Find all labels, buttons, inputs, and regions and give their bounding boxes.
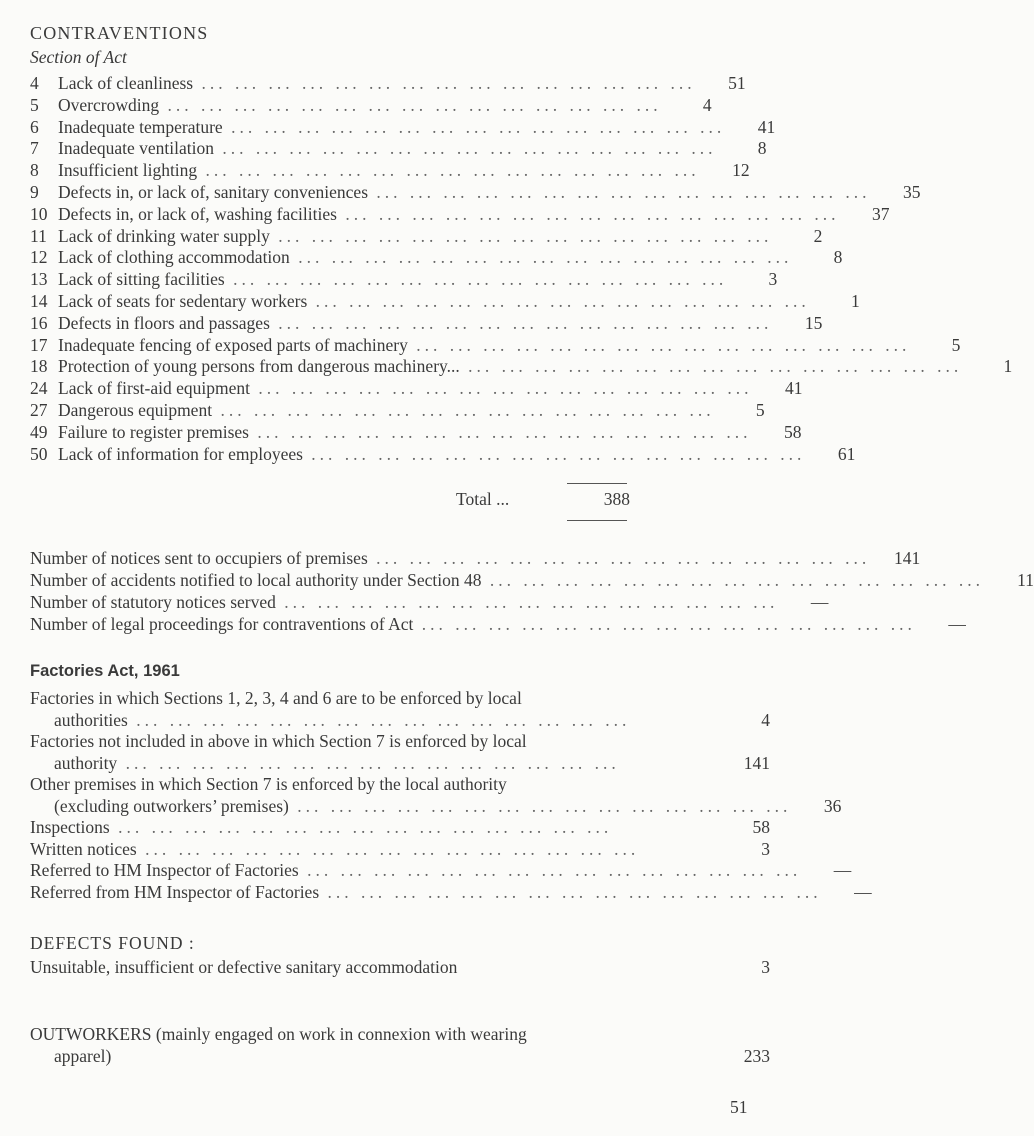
contravention-row: [30, 356, 1013, 378]
factories-value: 141: [743, 752, 770, 773]
contravention-row: [30, 203, 890, 226]
contravention-count: 1: [1003, 356, 1013, 377]
contravention-description: Inadequate fencing of exposed parts of machinery ... ... ... ... ... ... ... ... ... ... ... ... ... ... ...: [58, 334, 911, 355]
contravention-description: Inadequate ventilation ... ... ... ... ... ... ... ... ... ... ... ... ... ... ...: [58, 138, 717, 159]
section-number: 6: [30, 116, 39, 137]
contravention-row: [30, 334, 961, 357]
contravention-description: Lack of clothing accommodation ... ... ... ... ... ... ... ... ... ... ... ... ... ... ...: [58, 247, 793, 268]
total-value: 388: [603, 489, 630, 509]
contravention-description: Defects in floors and passages ... ... ... ... ... ... ... ... ... ... ... ... ... ... ...: [58, 312, 773, 333]
page-title: CONTRAVENTIONS: [30, 23, 209, 43]
defects-label: Unsuitable, insufficient or defective sanitary accommodation: [30, 957, 458, 977]
notice-label: Number of accidents notified to local authority under Section 48 ... ... ... ... ... ... ... ... ... ... ... ... ... ... ...: [30, 570, 984, 590]
section-number: 12: [30, 247, 48, 268]
section-number: 9: [30, 181, 39, 202]
factories-value: 4: [761, 709, 770, 730]
section-number: 13: [30, 269, 48, 290]
contravention-description: Lack of seats for sedentary workers ... ... ... ... ... ... ... ... ... ... ... ... ... ... ...: [58, 290, 810, 311]
factories-item: [30, 688, 770, 731]
contravention-row: [30, 138, 767, 160]
contravention-count: 2: [813, 225, 823, 246]
contravention-count: 1: [851, 290, 860, 311]
outworkers-block: [30, 1024, 770, 1067]
contravention-description: Insufficient lighting ... ... ... ... ... ... ... ... ... ... ... ... ... ... ...: [58, 160, 700, 181]
contravention-count: 5: [951, 334, 961, 355]
contravention-description: Lack of first-aid equipment ... ... ... ... ... ... ... ... ... ... ... ... ... ... ...: [58, 378, 753, 399]
notice-value: 11: [1017, 570, 1034, 590]
notice-label: Number of legal proceedings for contraventions of Act ... ... ... ... ... ... ... ... ... ... ... ... ... ... ...: [30, 614, 916, 634]
contravention-row: [30, 290, 860, 313]
contravention-row: [30, 443, 856, 466]
contravention-count: 12: [732, 160, 750, 181]
contravention-count: 58: [784, 421, 802, 442]
contravention-row: [30, 116, 776, 139]
factories-value: —: [854, 881, 872, 902]
contravention-row: [30, 181, 921, 204]
section-number: 17: [30, 334, 48, 355]
factories-text-line1: Referred from HM Inspector of Factories ... ... ... ... ... ... ... ... ... ... ... ... ... ... ...: [30, 881, 822, 902]
contravention-description: Defects in, or lack of, washing facilities ... ... ... ... ... ... ... ... ... ... ... ... ... ... ...: [58, 203, 840, 224]
contravention-description: Lack of cleanliness ... ... ... ... ... ... ... ... ... ... ... ... ... ... ...: [58, 73, 696, 93]
contravention-count: 8: [757, 138, 767, 159]
contravention-count: 37: [871, 203, 890, 224]
factories-text-line1: Factories in which Sections 1, 2, 3, 4 and 6 are to be enforced by local: [30, 688, 522, 708]
notice-value: —: [948, 614, 966, 634]
section-column-heading: Section of Act: [30, 47, 127, 67]
factories-value: 3: [761, 838, 770, 859]
defects-heading: DEFECTS FOUND :: [30, 933, 195, 953]
outworkers-line2: apparel) 233: [54, 1045, 770, 1066]
contravention-row: [30, 160, 750, 182]
defects-row: [30, 957, 770, 978]
contravention-description: Lack of drinking water supply ... ... ... ... ... ... ... ... ... ... ... ... ... ... ...: [58, 225, 773, 246]
section-number: 18: [30, 356, 48, 377]
contraventions-table: [30, 73, 1013, 465]
contravention-description: Dangerous equipment ... ... ... ... ... ... ... ... ... ... ... ... ... ... ...: [58, 399, 715, 420]
factories-text-line2: authority ... ... ... ... ... ... ... ... ... ... ... ... ... ... ...: [54, 752, 620, 773]
factories-text-line1: Other premises in which Section 7 is enforced by the local authority: [30, 774, 507, 794]
notice-value: —: [810, 592, 829, 612]
contravention-description: Overcrowding ... ... ... ... ... ... ... ... ... ... ... ... ... ... ...: [58, 94, 662, 115]
contravention-row: [30, 399, 765, 422]
contravention-row: [30, 421, 802, 444]
contravention-description: Lack of sitting facilities ... ... ... ... ... ... ... ... ... ... ... ... ... ... ...: [58, 269, 728, 290]
outworkers-line1: OUTWORKERS (mainly engaged on work in connexion with wearing: [30, 1024, 527, 1044]
contravention-count: 3: [768, 269, 778, 290]
contravention-count: 61: [837, 443, 856, 464]
outworkers-value: 233: [743, 1045, 770, 1066]
section-number: 7: [30, 138, 39, 159]
factories-text-line1: Inspections ... ... ... ... ... ... ... ... ... ... ... ... ... ... ...: [30, 817, 613, 837]
contravention-row: [30, 378, 803, 400]
factories-value: —: [833, 860, 852, 880]
factories-item: [30, 860, 852, 882]
factories-item: [30, 881, 872, 904]
factories-heading: Factories Act, 1961: [30, 662, 180, 680]
contravention-row: [30, 94, 712, 117]
contravention-count: 51: [728, 73, 746, 93]
contravention-count: 41: [784, 378, 803, 399]
factories-list: [30, 688, 872, 903]
notice-row: [30, 548, 921, 570]
contravention-count: 4: [702, 94, 712, 115]
contravention-description: Inadequate temperature ... ... ... ... ... ... ... ... ... ... ... ... ... ... ...: [58, 116, 726, 137]
notice-value: 141: [894, 548, 921, 568]
contravention-count: 5: [755, 399, 765, 420]
total-rule-bottom: [567, 520, 627, 521]
contravention-row: [30, 73, 746, 95]
contravention-row: [30, 225, 823, 248]
section-number: 50: [30, 443, 48, 464]
notice-row: [30, 592, 829, 614]
section-number: 49: [30, 421, 48, 442]
factories-text-line1: Factories not included in above in which Section 7 is enforced by local: [30, 731, 527, 751]
section-number: 8: [30, 160, 39, 181]
contravention-description: Protection of young persons from dangerous machinery... ... ... ... ... ... ... ... ... ... ... ... ... ... ... ...: [58, 356, 963, 377]
factories-value: 58: [752, 817, 770, 837]
total-rule-top: [567, 483, 627, 484]
factories-value: 36: [823, 795, 842, 816]
factories-text-line2: (excluding outworkers’ premises) ... ... ... ... ... ... ... ... ... ... ... ... ... ... ...: [54, 795, 792, 816]
contravention-count: 35: [903, 181, 921, 202]
section-number: 5: [30, 94, 39, 115]
notice-label: Number of statutory notices served ... ... ... ... ... ... ... ... ... ... ... ... ... ... ...: [30, 592, 779, 612]
contravention-row: [30, 312, 823, 335]
factories-text-line2: authorities ... ... ... ... ... ... ... ... ... ... ... ... ... ... ...: [54, 709, 631, 730]
section-number: 10: [30, 203, 48, 224]
contravention-row: [30, 269, 778, 291]
section-number: 16: [30, 312, 48, 333]
contravention-row: [30, 247, 843, 269]
section-number: 11: [30, 225, 47, 246]
contravention-description: Defects in, or lack of, sanitary conveniences ... ... ... ... ... ... ... ... ... ... ... ... ... ... ...: [58, 181, 871, 202]
factories-text-line1: Written notices ... ... ... ... ... ... ... ... ... ... ... ... ... ... ...: [30, 838, 640, 859]
section-number: 4: [30, 73, 39, 93]
notices-list: [30, 548, 1034, 636]
factories-item: [30, 839, 770, 861]
factories-item: [30, 731, 770, 774]
factories-item: [30, 774, 842, 817]
section-number: 24: [30, 378, 48, 399]
total-label: Total ...: [456, 489, 510, 509]
contravention-count: 15: [804, 312, 823, 333]
defects-value: 3: [761, 957, 770, 977]
contravention-description: Failure to register premises ... ... ... ... ... ... ... ... ... ... ... ... ... ... ...: [58, 421, 752, 442]
contravention-description: Lack of information for employees ... ... ... ... ... ... ... ... ... ... ... ... ... ... ...: [58, 443, 806, 464]
notice-label: Number of notices sent to occupiers of premises ... ... ... ... ... ... ... ... ... ... ... ... ... ... ...: [30, 548, 871, 568]
contravention-count: 41: [757, 116, 776, 137]
page-number: 51: [730, 1097, 748, 1117]
section-number: 14: [30, 290, 48, 311]
factories-item: [30, 817, 770, 839]
contravention-count: 8: [833, 247, 843, 268]
notice-row: [30, 614, 966, 636]
section-number: 27: [30, 399, 48, 420]
notice-row: [30, 570, 1034, 592]
factories-text-line1: Referred to HM Inspector of Factories ... ... ... ... ... ... ... ... ... ... ... ... ... ... ...: [30, 860, 802, 880]
